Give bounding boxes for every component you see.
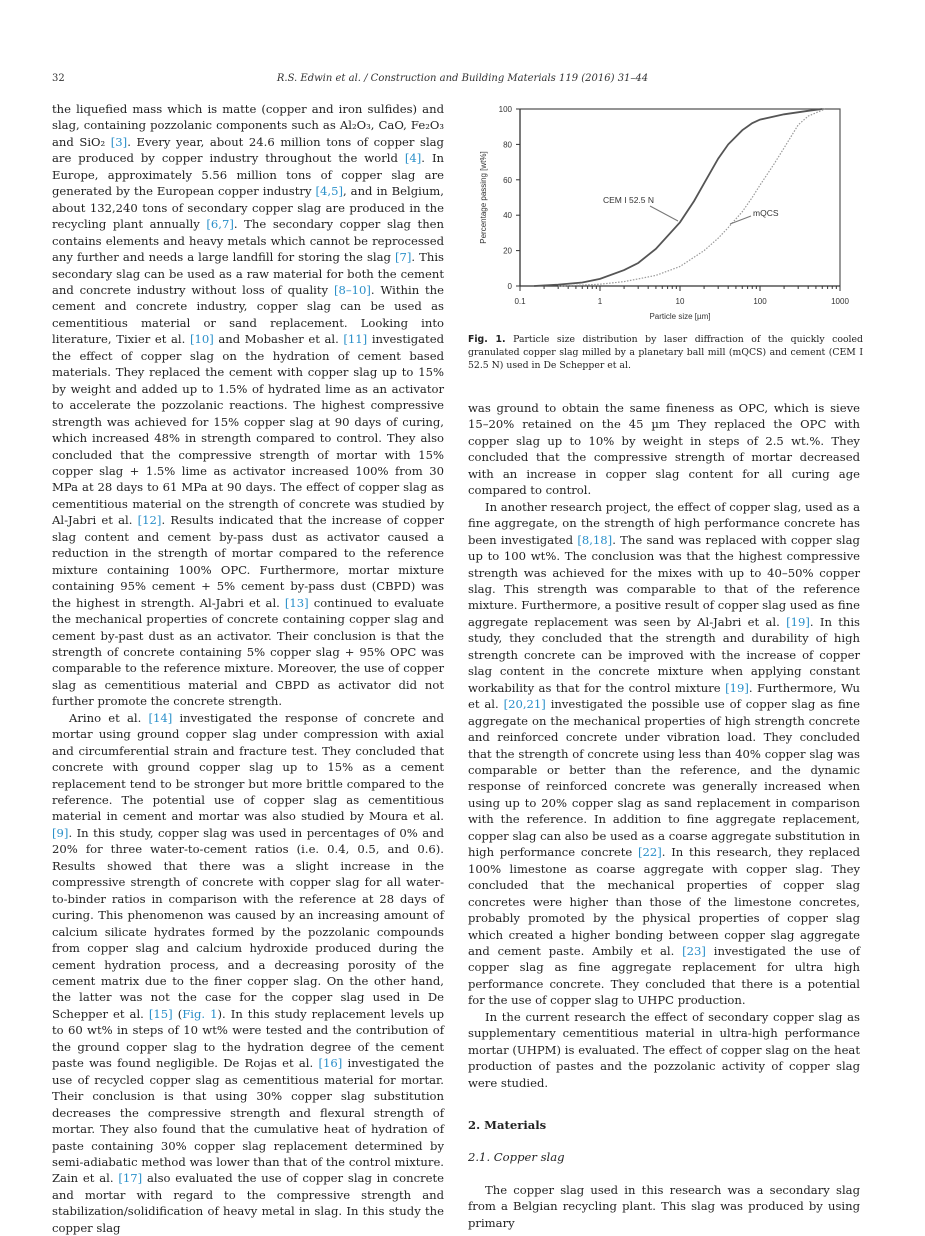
citation-link[interactable]: [7] <box>394 250 412 265</box>
series-label-mqcs: mQCS <box>753 208 779 218</box>
x-tick-label: 0.1 <box>514 297 526 306</box>
citation-link[interactable]: [23] <box>682 943 706 958</box>
y-tick-label: 20 <box>503 246 512 256</box>
citation-link[interactable]: [14] <box>148 710 173 725</box>
series-label-cem: CEM I 52.5 N <box>603 195 655 205</box>
citation-link[interactable]: Fig. 1 <box>182 1006 218 1021</box>
y-tick-label: 60 <box>503 175 512 185</box>
right-column <box>468 400 860 1231</box>
body-paragraph: In another research project, the effect of copper slag, used as a fine aggregate, on the strength of high performance concrete has been investigated [8,18]. The sand was replaced with copper slag up to 100 wt%. The conclusion was that the highest compressive strength was achieved for the mixes with up to 40–50% copper slag. This strength was comparable to that of the reference mixture. Furthermore, a positive result of copper slag used as fine aggregate replacement was seen by Al-Jabri et al. [19]. In this study, they concluded that the strength and durability of high strength concrete can be improved with the increase of copper slag content in the concrete mixture when applying constant workability as that for the control mixture [19]. Furthermore, Wu et al. [20,21] investigated the possible use of copper slag as fine aggregate on the mechanical properties of high strength concrete and reinforced concrete under vibration load. They concluded that the strength of concrete using less than 40% copper slag was comparable or better than the reference, and the dynamic response of reinforced concrete was generally increased when using up to 20% copper slag as sand replacement in comparison with the reference. In addition to fine aggregate replacement, copper slag can also be used as a coarse aggregate substitution in high performance concrete [22]. In this research, they replaced 100% limestone as coarse aggregate with copper slag. They concluded that the mechanical properties of copper slag concretes were higher than those of the limestone concretes, probably promoted by the physical properties of copper slag which created a higher bonding between copper slag aggregate and cement paste. Ambily et al. [23] investigated the use of copper slag as fine aggregate replacement for ultra high performance concrete. They concluded that there is a potential for the use of copper slag to UHPC production. <box>468 499 861 1008</box>
running-title: R.S. Edwin et al. / Construction and Building Materials 119 (2016) 31–44 <box>276 73 649 84</box>
citation-link[interactable]: [11] <box>343 332 368 347</box>
body-paragraph: In the current research the effect of secondary copper slag as supplementary cementitious material in ultra-high performance mortar (UHPM) is evaluated. The effect of copper slag on the heat production of pastes and the pozzolanic activity of copper slag were studied. <box>468 1009 860 1090</box>
series-line-cem <box>534 109 822 286</box>
body-paragraph: the liquefied mass which is matte (copper and iron sulfides) and slag, containing pozzolanic components such as Al₂O₃, CaO, Fe₂O₃ and SiO₂ [3]. Every year, about 24.6 million tons of copper slag are produced by copper industry throughout the world [4]. In Europe, approximately 5.56 million tons of copper slag are generated by the European copper industry [4,5], and in Belgium, about 132,240 tons of secondary copper slag are produced in the recycling plant annually [6,7]. The secondary copper slag then contains elements and heavy metals which cannot be reprocessed any further and needs a large landfill for storing the slag [7]. This secondary slag can be used as a raw material for both the cement and concrete industry without loss of quality [8–10]. Within the cement and concrete industry, copper slag can be used as cementitious material or sand replacement. Looking into literature, Tixier et al. [10] and Mobasher et al. [11] investigated the effect of copper slag on the hydration of cement based materials. They replaced the cement with copper slag up to 15% by weight and added up to 1.5% of hydrated lime as an activator to accelerate the pozzolanic reactions. The highest compressive strength was achieved for 15% copper slag at 90 days of curing, which increased 48% in strength compared to control. They also concluded that the compressive strength of mortar with 15% copper slag + 1.5% lime as activator increased 100% from 30 MPa at 28 days to 61 MPa at 90 days. The effect of copper slag as cementitious material on the strength of concrete was studied by Al-Jabri et al. [12]. Results indicated that the increase of copper slag content and cement by-pass dust as activator caused a reduction in the strength of mortar compared to the reference mixture containing 100% OPC. Furthermore, mortar mixture containing 95% cement + 5% cement by-pass dust (CBPD) was the highest in strength. Al-Jabri et al. [13] continued to evaluate the mechanical properties of concrete containing copper slag and cement by-past dust as an activator. Their conclusion is that the strength of concrete containing 5% copper slag + 95% OPC was comparable to the reference mixture. Moreover, the use of copper slag as cementitious material and CBPD as activator did not further promote the concrete strength. <box>52 102 444 709</box>
leader-line <box>650 206 678 221</box>
figure-label: Fig. 1. <box>468 334 506 345</box>
citation-link[interactable]: [4,5] <box>315 184 343 199</box>
citation-link[interactable]: [6,7] <box>206 217 234 232</box>
figure-caption-text: Particle size distribution by laser diffraction of the quickly cooled granulated copper slag milled by a planetary ball mill (mQCS) and cement (CEM I 52.5 N) used in De Schepper et al. <box>468 334 863 371</box>
citation-link[interactable]: [15] <box>148 1006 173 1021</box>
citation-link[interactable]: [9] <box>52 825 69 840</box>
citation-link[interactable]: [19] <box>786 614 810 629</box>
page-number: 32 <box>52 73 65 84</box>
citation-link[interactable]: [20,21] <box>503 697 546 712</box>
plot-frame <box>520 109 840 286</box>
x-tick-label: 100 <box>753 297 767 306</box>
y-tick-label: 100 <box>498 105 512 114</box>
citation-link[interactable]: [10] <box>189 332 214 347</box>
series-line-mqcs <box>558 109 825 286</box>
x-tick-label: 1000 <box>831 297 849 306</box>
y-tick-label: 40 <box>503 211 512 221</box>
citation-link[interactable]: [17] <box>118 1171 143 1186</box>
section-heading: 2. Materials <box>468 1118 547 1133</box>
y-tick-label: 0 <box>507 282 512 291</box>
body-paragraph: Arino et al. [14] investigated the response of concrete and mortar using ground copper slag under compression with axial and circumferential strain and fracture test. They concluded that concrete with ground copper slag up to 15% as a cement replacement tend to be stronger but more brittle compared to the reference. The potential use of copper slag as cementitious material in cement and mortar was also studied by Moura et al. [9]. In this study, copper slag was used in percentages of 0% and 20% for three water-to-cement ratios (i.e. 0.4, 0.5, and 0.6). Results showed that there was a slight increase in the compressive strength of concrete with copper slag for all water-to-binder ratios in comparison with the reference at 28 days of curing. This phenomenon was caused by an increasing amount of calcium silicate hydrates formed by the pozzolanic compounds from copper slag and calcium hydroxide produced during the cement hydration process, and a decreasing porosity of the cement matrix due to the finer copper slag. On the other hand, the latter was not the case for the copper slag used in De Schepper et al. [15] (Fig. 1). In this study replacement levels up to 60 wt% in steps of 10 wt% were tested and the contribution of the ground copper slag to the hydration degree of the cement paste was found negligible. De Rojas et al. [16] investigated the use of recycled copper slag as cementitious material for mortar. Their conclusion is that using 30% copper slag substitution decreases the compressive strength and flexural strength of mortar. They also found that the cumulative heat of hydration of paste containing 30% copper slag replacement determined by semi-adiabatic method was lower than that of the control mixture. Zain et al. [17] also evaluated the use of copper slag in concrete and mortar with regard to the compressive strength and stabilization/solidification of heavy metal in slag. In this study the copper slag <box>52 710 444 1235</box>
citation-link[interactable]: [8–10] <box>333 282 371 297</box>
citation-link[interactable]: [16] <box>318 1056 343 1071</box>
citation-link[interactable]: [22] <box>637 845 662 860</box>
y-tick-label: 80 <box>503 140 512 150</box>
citation-link[interactable]: [13] <box>284 595 309 610</box>
leader-line <box>730 216 751 224</box>
figure-caption <box>468 333 863 372</box>
subsection-heading: 2.1. Copper slag <box>468 1150 565 1165</box>
y-axis-label: Percentage passing [wt%] <box>479 151 488 244</box>
citation-link[interactable]: [8,18] <box>577 532 613 547</box>
citation-link[interactable]: [3] <box>110 134 128 149</box>
x-axis-label: Particle size [µm] <box>649 312 711 321</box>
body-paragraph: was ground to obtain the same fineness as OPC, which is sieve 15–20% retained on the 45 µm They replaced the OPC with copper slag up to 10% by weight in steps of 2.5 wt.%. They concluded that the compressive strength of mortar decreased with an increase in copper slag content for all curing age compared to control. <box>468 401 860 498</box>
citation-link[interactable]: [19] <box>725 680 749 695</box>
body-paragraph: The copper slag used in this research was a secondary slag from a Belgian recycling plant. This slag was produced by using primary <box>468 1182 860 1230</box>
x-tick-label: 10 <box>675 297 685 306</box>
x-tick-label: 1 <box>597 297 603 306</box>
particle-size-chart <box>468 95 868 335</box>
citation-link[interactable]: [4] <box>404 151 422 166</box>
left-column <box>52 101 444 1236</box>
citation-link[interactable]: [12] <box>137 513 162 528</box>
